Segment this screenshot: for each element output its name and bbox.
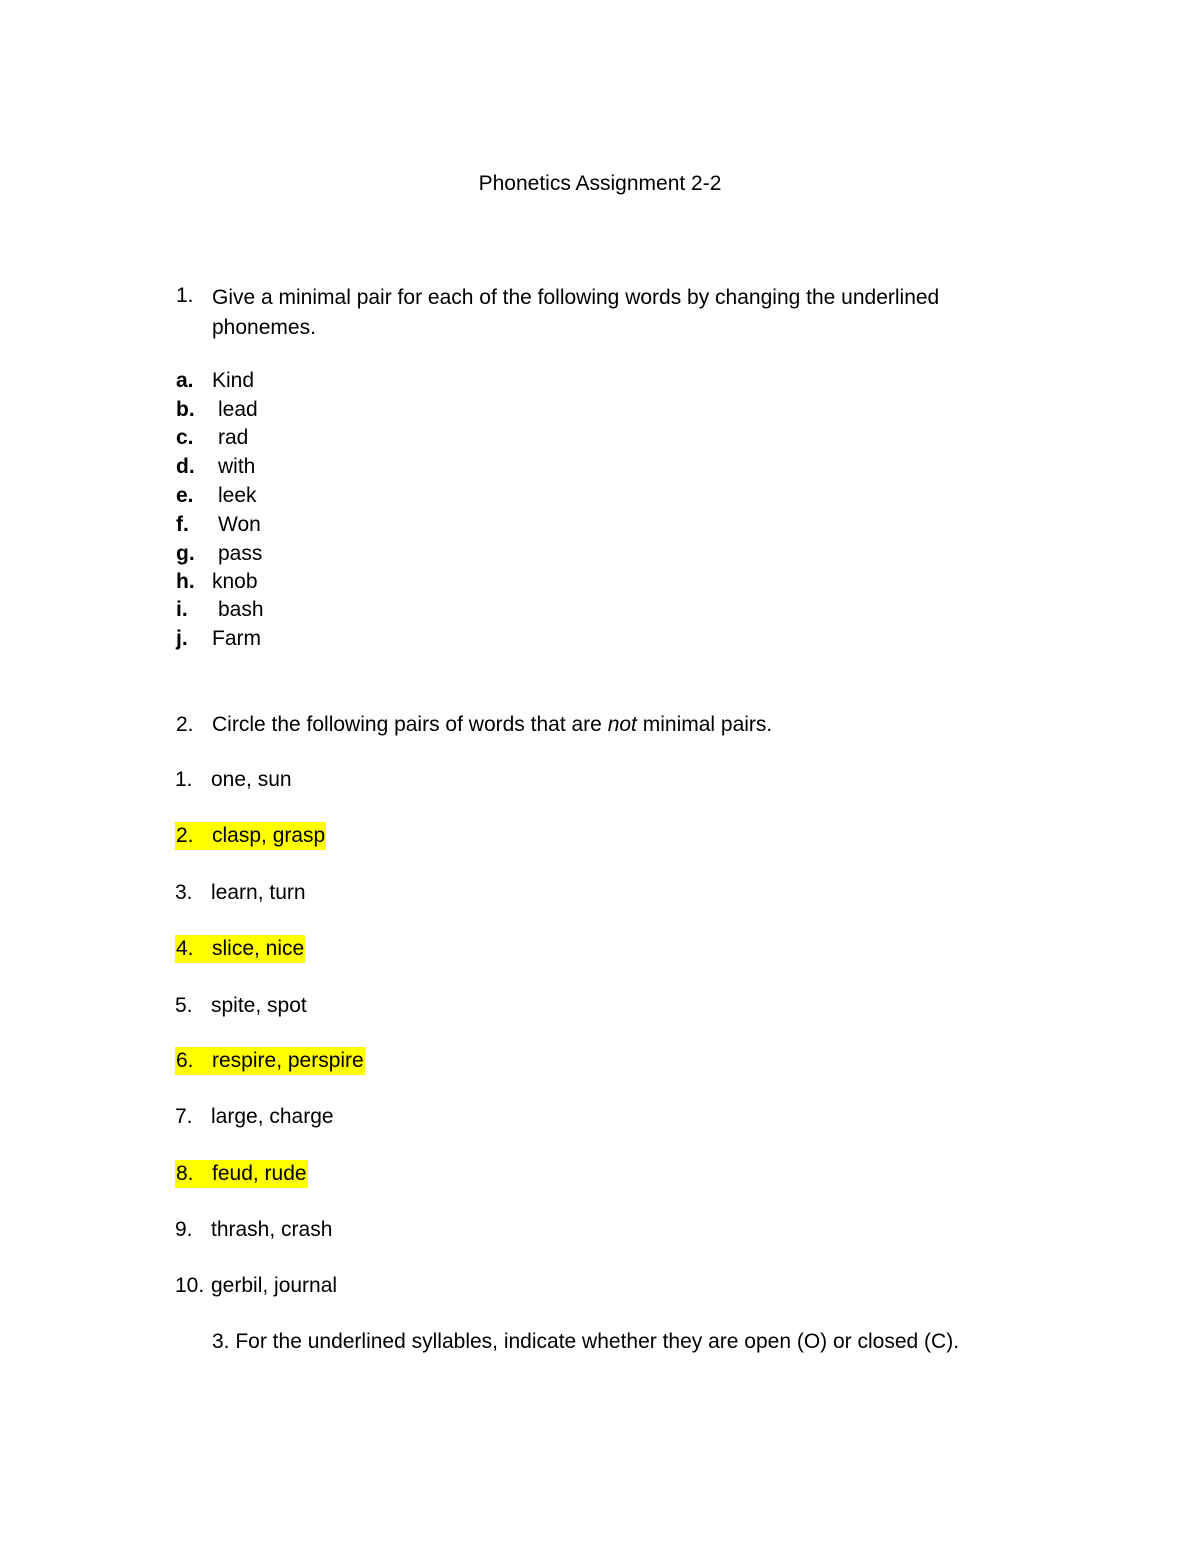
question-2-text-end: minimal pairs.: [636, 713, 773, 736]
list-item: [175, 1217, 332, 1243]
item-number: 5.: [175, 994, 193, 1017]
highlight: [175, 822, 326, 850]
list-item-highlighted: [175, 1161, 308, 1187]
item-word: rad: [218, 426, 249, 449]
item-pair: slice, nice: [212, 937, 305, 960]
item-number: 7.: [175, 1105, 193, 1128]
item-word: lead: [218, 398, 258, 421]
item-letter: h.: [176, 570, 195, 593]
item-letter: b.: [176, 398, 195, 421]
question-3-text: 3. For the underlined syllables, indicate whether they are open (O) or closed (C).: [212, 1330, 960, 1353]
list-item: [175, 993, 307, 1019]
item-pair: one, sun: [211, 768, 292, 791]
item-letter: i.: [176, 598, 188, 621]
item-pair: learn, turn: [211, 881, 306, 904]
highlight: [175, 935, 305, 963]
item-word: bash: [218, 598, 264, 621]
item-pair: gerbil, journal: [211, 1274, 338, 1297]
list-item: [175, 1104, 334, 1130]
item-pair: clasp, grasp: [212, 824, 326, 847]
list-item-highlighted: [175, 1048, 365, 1074]
item-letter: d.: [176, 455, 195, 478]
question-2-number: 2.: [176, 713, 194, 736]
list-item: [175, 880, 306, 906]
item-number: 10.: [175, 1274, 205, 1297]
item-pair: spite, spot: [211, 994, 307, 1017]
question-2-text-start: Circle the following pairs of words that are: [212, 713, 608, 736]
highlight: [175, 1047, 365, 1075]
item-number: 3.: [175, 881, 193, 904]
item-number: 2.: [176, 824, 194, 847]
highlight: [175, 1160, 308, 1188]
question-1-number: 1.: [176, 284, 194, 307]
item-letter: c.: [176, 426, 194, 449]
item-word: knob: [212, 570, 258, 593]
item-number: 6.: [176, 1049, 194, 1072]
list-item-highlighted: [175, 936, 305, 962]
page-title: Phonetics Assignment 2-2: [478, 172, 722, 195]
item-letter: j.: [176, 627, 188, 650]
item-number: 8.: [176, 1162, 194, 1185]
item-word: pass: [218, 542, 263, 565]
item-pair: large, charge: [211, 1105, 334, 1128]
item-word: Won: [218, 513, 261, 536]
item-letter: f.: [176, 513, 189, 536]
item-pair: thrash, crash: [211, 1218, 333, 1241]
item-pair: respire, perspire: [212, 1049, 364, 1072]
list-item: [175, 1273, 337, 1299]
item-word: Farm: [212, 627, 261, 650]
item-number: 9.: [175, 1218, 193, 1241]
item-word: with: [218, 455, 256, 478]
item-word: Kind: [212, 369, 255, 392]
question-1-text: Give a minimal pair for each of the following words by changing the underlined phonemes.: [212, 286, 940, 339]
list-item: [175, 767, 292, 793]
item-pair: feud, rude: [212, 1162, 307, 1185]
item-number: 4.: [176, 937, 194, 960]
item-letter: a.: [176, 369, 194, 392]
question-2-text: [212, 712, 772, 738]
question-2-text-emphasis: not: [607, 713, 637, 736]
item-word: leek: [218, 484, 257, 507]
item-letter: e.: [176, 484, 194, 507]
item-letter: g.: [176, 542, 195, 565]
item-number: 1.: [175, 768, 193, 791]
list-item-highlighted: [175, 823, 326, 849]
